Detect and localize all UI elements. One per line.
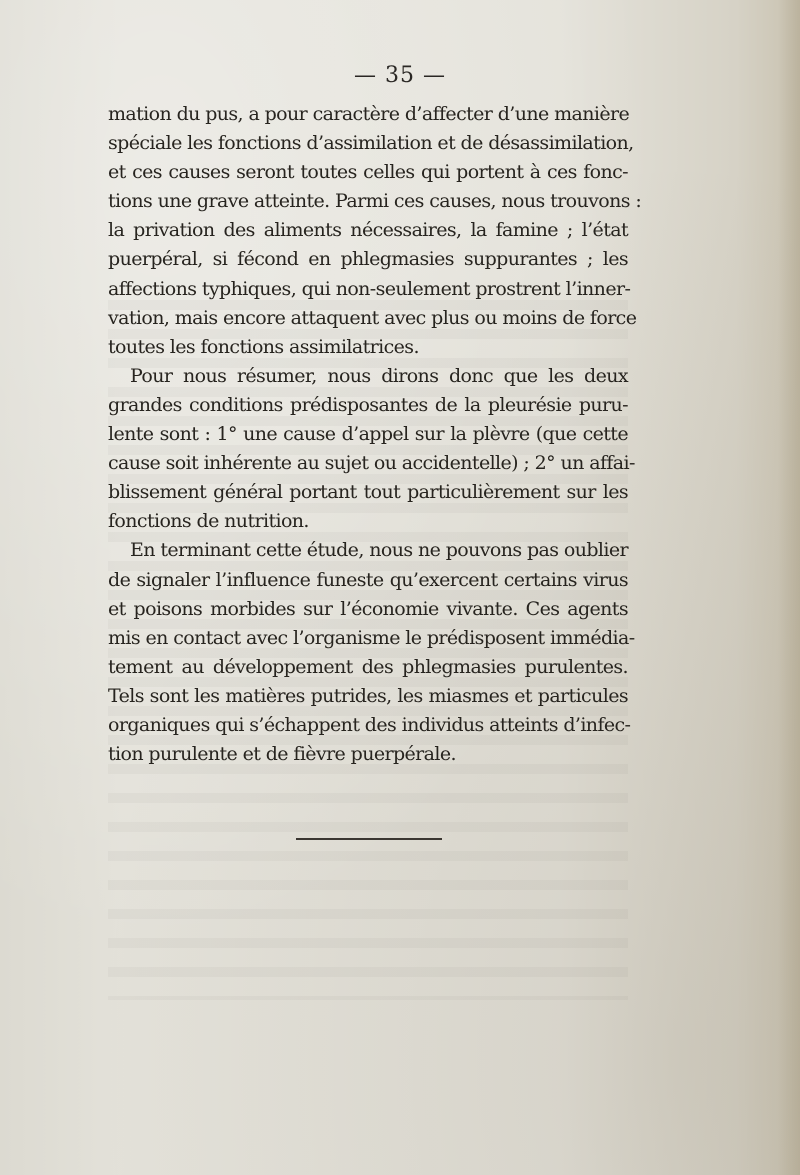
text-line: spéciale les fonctions d’assimilation et de désassimilation,: [108, 132, 634, 155]
text-line: toutes les fonctions assimilatrices.: [108, 335, 419, 358]
text-line: grandes conditions prédisposantes de la pleurésie puru-: [108, 393, 628, 416]
text-line: vation, mais encore attaquent avec plus ou moins de force: [108, 306, 637, 329]
text-line: puerpéral, si fécond en phlegmasies suppurantes ; les: [108, 248, 628, 271]
text-line: affections typhiques, qui non-seulement prostrent l’inner-: [108, 277, 631, 300]
text-line: blissement général portant tout particulièrement sur les: [108, 481, 628, 504]
body-text: [108, 100, 642, 769]
section-end-rule: [296, 838, 442, 840]
text-line: la privation des aliments nécessaires, la famine ; l’état: [108, 219, 628, 242]
text-line: fonctions de nutrition.: [108, 510, 309, 533]
text-line: de signaler l’influence funeste qu’exercent certains virus: [108, 568, 628, 591]
text-line: cause soit inhérente au sujet ou accidentelle) ; 2° un affai-: [108, 452, 635, 475]
text-line: mis en contact avec l’organisme le prédisposent immédia-: [108, 626, 635, 649]
text-line: tions une grave atteinte. Parmi ces causes, nous trouvons :: [108, 190, 642, 213]
text-line: et ces causes seront toutes celles qui portent à ces fonc-: [108, 161, 628, 184]
page-number: — 35 —: [354, 63, 446, 88]
text-line: organiques qui s’échappent des individus atteints d’infec-: [108, 713, 631, 736]
text-line: En terminant cette étude, nous ne pouvons pas oublier: [130, 539, 628, 562]
text-line: mation du pus, a pour caractère d’affecter d’une manière: [108, 103, 630, 125]
text-line: lente sont : 1° une cause d’appel sur la plèvre (que cette: [108, 423, 628, 446]
text-line: Pour nous résumer, nous dirons donc que les deux: [130, 364, 628, 387]
text-line: tion purulente et de fièvre puerpérale.: [108, 743, 456, 766]
text-line: Tels sont les matières putrides, les miasmes et particules: [108, 684, 628, 707]
text-line: tement au développement des phlegmasies purulentes.: [108, 655, 628, 678]
text-line: et poisons morbides sur l’économie vivante. Ces agents: [108, 597, 628, 620]
page-edge-shadow: [778, 0, 800, 1175]
